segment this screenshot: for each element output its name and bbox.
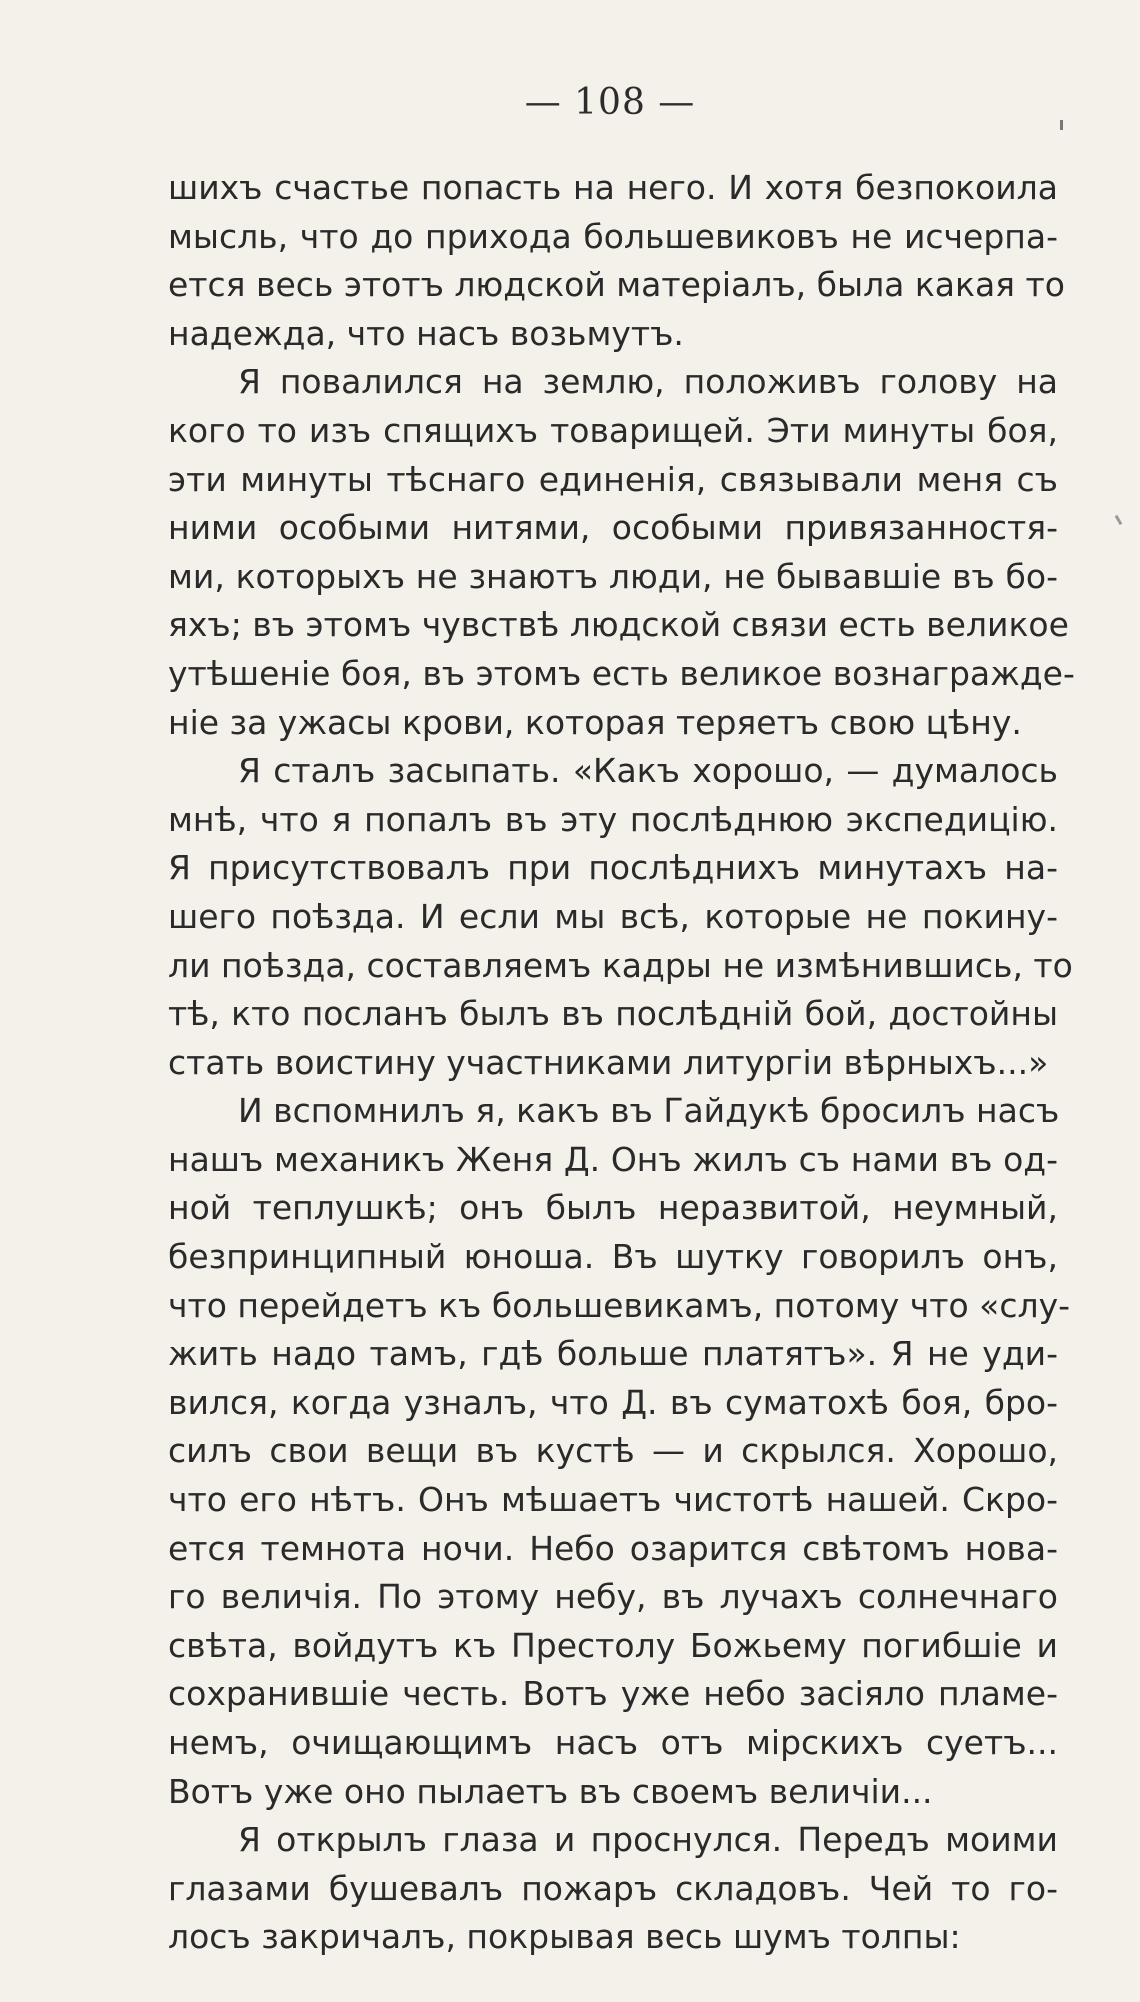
stray-ink-mark (1115, 515, 1123, 525)
text-line: что перейдетъ къ большевикамъ, потому что «слу- (168, 1285, 1071, 1325)
stray-ink-mark (1060, 120, 1063, 130)
page-number: — 108 — (524, 82, 696, 123)
text-line: Я сталъ засыпать. «Какъ хорошо, — думалось (238, 751, 1058, 791)
text-line: надежда, что насъ возьмутъ. (168, 313, 684, 353)
text-line: сохранившiе честь. Вотъ уже небо засiяло пламе- (168, 1674, 1058, 1714)
body-text (168, 164, 1075, 1962)
text-line: Я открылъ глаза и проснулся. Передъ моими (238, 1820, 1058, 1860)
text-line: Я присутствовалъ при послѣднихъ минутахъ на- (168, 848, 1058, 888)
text-line: го величiя. По этому небу, въ лучахъ солнечнаго (168, 1577, 1058, 1617)
text-line: яхъ; въ этомъ чувствѣ людской связи есть великое (168, 605, 1069, 645)
text-line: ется весь этотъ людской матерiалъ, была какая то (168, 265, 1065, 305)
text-line: шихъ счастье попасть на него. И хотя безпокоила (168, 168, 1058, 207)
text-line: стать воистину участниками литургiи вѣрныхъ...» (168, 1042, 1049, 1082)
text-line: немъ, очищающимъ насъ отъ мiрскихъ суетъ... (168, 1723, 1058, 1762)
text-line: мысль, что до прихода большевиковъ не исчерпа- (168, 216, 1058, 256)
text-line: что его нѣтъ. Онъ мѣшаетъ чистотѣ нашей. Скро- (168, 1480, 1058, 1520)
text-line: ними особыми нитями, особыми привязанностя- (168, 508, 1058, 548)
text-line: ли поѣзда, составляемъ кадры не измѣнившись, то (168, 945, 1073, 985)
text-line: жить надо тамъ, гдѣ больше платятъ». Я не уди- (168, 1334, 1058, 1374)
text-line: И вспомнилъ я, какъ въ Гайдукѣ бросилъ насъ (238, 1091, 1060, 1131)
text-line: свѣта, войдутъ къ Престолу Божьему погибшiе и (168, 1625, 1058, 1665)
text-line: нiе за ужасы крови, которая теряетъ свою цѣну. (168, 702, 1022, 742)
text-line: шего поѣзда. И если мы всѣ, которые не покину- (168, 896, 1058, 936)
text-line: Я повалился на землю, положивъ голову на (238, 362, 1058, 402)
text-line: ми, которыхъ не знаютъ люди, не бывавшiе въ бо- (168, 556, 1058, 596)
text-line: эти минуты тѣснаго единенiя, связывали меня съ (168, 459, 1058, 499)
text-line: мнѣ, что я попалъ въ эту послѣднюю экспедицiю. (168, 799, 1058, 839)
text-line: вился, когда узналъ, что Д. въ суматохѣ боя, бро- (168, 1382, 1058, 1422)
text-line: лосъ закричалъ, покрывая весь шумъ толпы: (168, 1917, 961, 1957)
text-line: ется темнота ночи. Небо озарится свѣтомъ нова- (168, 1528, 1058, 1568)
text-line: ной теплушкѣ; онъ былъ неразвитой, неумный, (168, 1188, 1058, 1228)
text-line: безпринципный юноша. Въ шутку говорилъ онъ, (168, 1237, 1058, 1277)
text-line: утѣшенiе боя, въ этомъ есть великое вознагражде- (168, 653, 1075, 693)
text-line: кого то изъ спящихъ товарищей. Эти минуты боя, (168, 410, 1058, 450)
text-line: Вотъ уже оно пылаетъ въ своемъ величiи... (168, 1771, 933, 1811)
text-line: глазами бушевалъ пожаръ складовъ. Чей то го- (168, 1868, 1058, 1908)
text-line: тѣ, кто посланъ былъ въ послѣднiй бой, достойны (168, 994, 1058, 1034)
text-line: силъ свои вещи въ кустѣ — и скрылся. Хорошо, (168, 1431, 1058, 1471)
text-line: нашъ механикъ Женя Д. Онъ жилъ съ нами въ од- (168, 1139, 1058, 1179)
